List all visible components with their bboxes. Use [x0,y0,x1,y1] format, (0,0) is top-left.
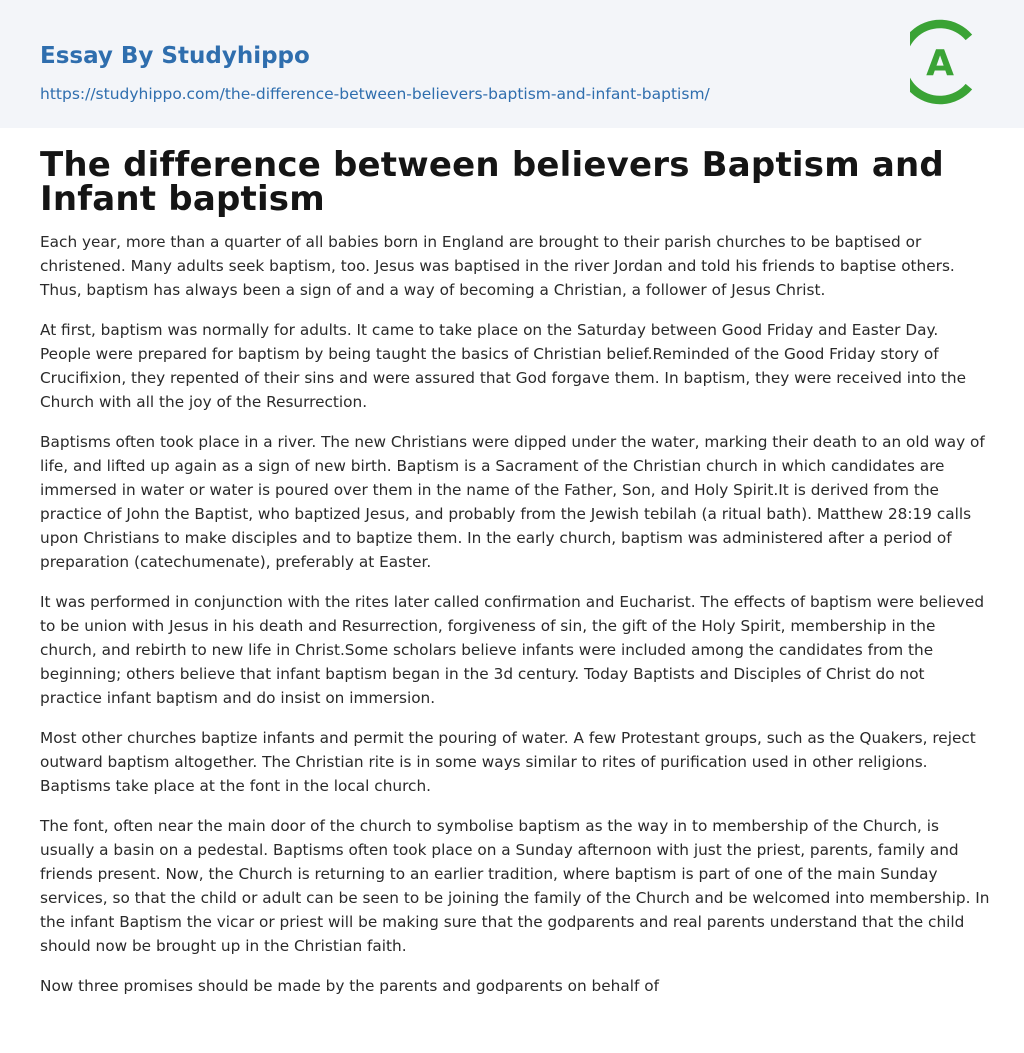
essay-paragraph: It was performed in conjunction with the rites later called confirmation and Eucharist. The effects of baptism were believed to be union with Jesus in his death and Resurrection, forgiveness of sin, the gift of the Holy Spirit, membership in the church, and rebirth to new life in Christ.Some scholars believe infants were included among the candidates from the beginning; others believe that infant baptism began in the 3d century. Today Baptists and Disciples of Christ do not practice infant baptism and do insist on immersion. [40,593,985,707]
source-url-link[interactable]: https://studyhippo.com/the-difference-between-believers-baptism-and-infant-baptism/ [40,85,710,103]
essay-title: The difference between believers Baptism and Infant baptism [40,145,944,219]
essay-paragraph: At first, baptism was normally for adults. It came to take place on the Saturday between Good Friday and Easter Day. People were prepared for baptism by being taught the basics of Christian belief.Reminded of the Good Friday story of Crucifixion, they repented of their sins and were assured that God forgave them. In baptism, they were received into the Church with all the joy of the Resurrection. [40,321,967,411]
essay-paragraph: Now three promises should be made by the parents and godparents on behalf of [40,977,659,995]
logo-letter: A [926,43,954,84]
essay-paragraph: Each year, more than a quarter of all babies born in England are brought to their parish churches to be baptised or christened. Many adults seek baptism, too. Jesus was baptised in the river Jordan and told his friends to baptise others. Thus, baptism has always been a sign of and a way of becoming a Christian, a follower of Jesus Christ. [40,233,955,299]
essay-paragraph: The font, often near the main door of the church to symbolise baptism as the way in to membership of the Church, is usually a basin on a pedestal. Baptisms often took place on a Sunday afternoon with just the priest, parents, family and friends present. Now, the Church is returning to an earlier tradition, where baptism is part of one of the main Sunday services, so that the child or adult can be seen to be joining the family of the Church and be welcomed into membership. In the infant Baptism the vicar or priest will be making sure that the godparents and real parents understand that the child should now be brought up in the Christian faith. [40,817,990,955]
essay-paragraph: Most other churches baptize infants and permit the pouring of water. A few Protestant groups, such as the Quakers, reject outward baptism altogether. The Christian rite is in some ways similar to rites of purification used in other religions. Baptisms take place at the font in the local church. [40,729,976,795]
studyhippo-logo-icon[interactable] [910,18,988,106]
site-header [0,0,1024,128]
essay-paragraph: Baptisms often took place in a river. The new Christians were dipped under the water, marking their death to an old way of life, and lifted up again as a sign of new birth. Baptism is a Sacrament of the Christian church in which candidates are immersed in water or water is poured over them in the name of the Father, Son, and Holy Spirit.It is derived from the practice of John the Baptist, who baptized Jesus, and probably from the Jewish tebilah (a ritual bath). Matthew 28:19 calls upon Christians to make disciples and to baptize them. In the early church, baptism was administered after a period of preparation (catechumenate), preferably at Easter. [40,433,985,571]
logo-svg [910,18,988,106]
brand-title: Essay By Studyhippo [40,43,310,69]
essay-content [40,145,990,998]
